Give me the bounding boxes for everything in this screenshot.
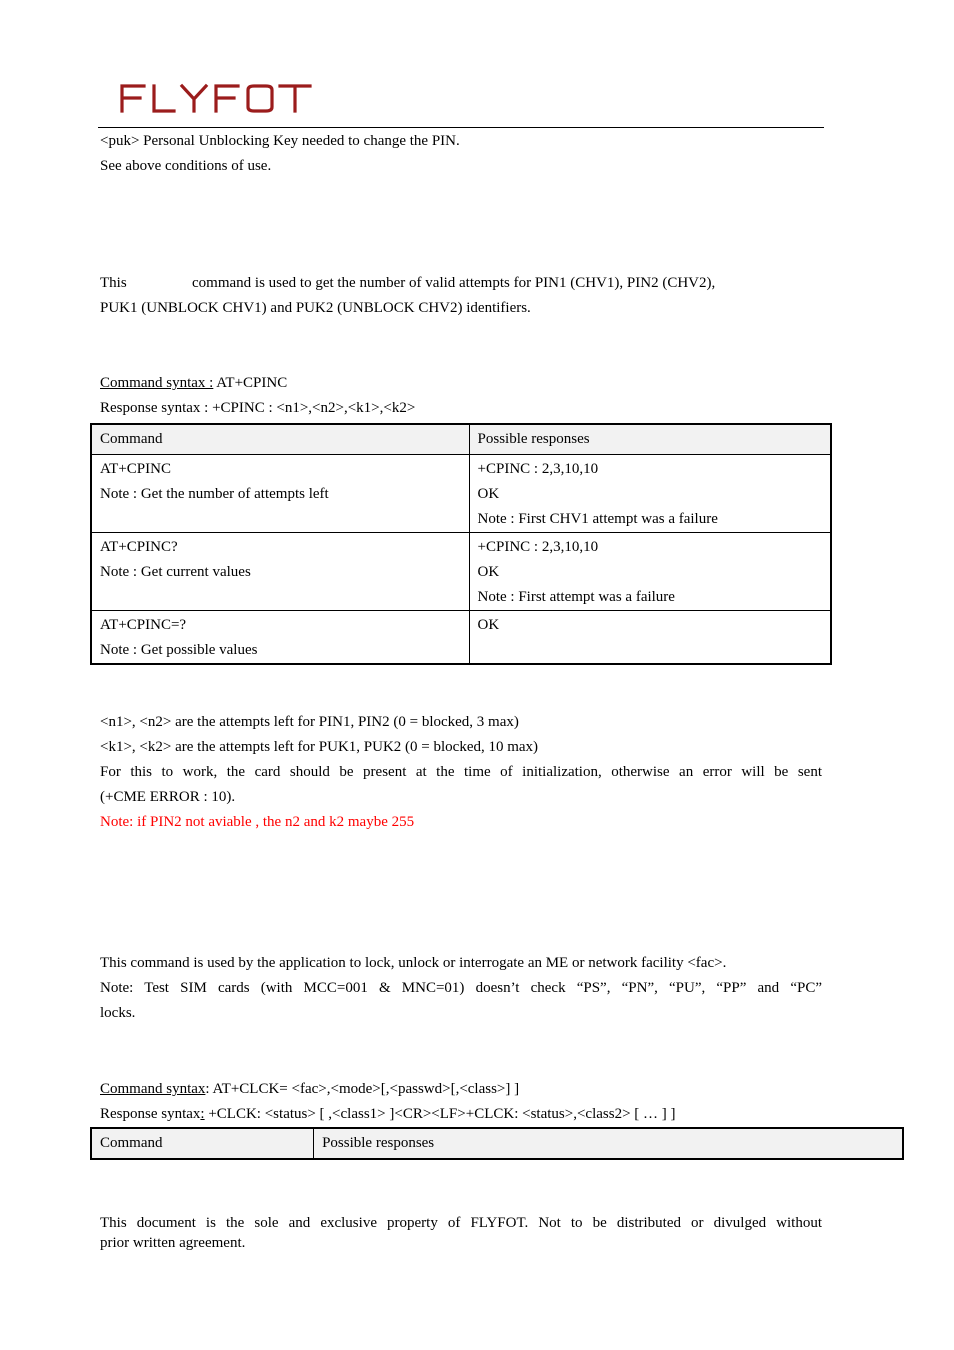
- cpinc-table: [90, 423, 832, 665]
- response-line: +CPINC : 2,3,10,10: [477, 461, 599, 477]
- response-note: Note : First attempt was a failure: [477, 589, 675, 605]
- cpinc-command-syntax: [100, 374, 287, 392]
- command-syntax-value: : AT+CLCK= <fac>,<mode>[,<passwd>[,<class>] ]: [205, 1081, 520, 1097]
- response-line: OK: [477, 564, 500, 580]
- header-possible-responses: Possible responses: [314, 1128, 903, 1159]
- cpinc-desc-line1: command is used to get the number of valid attempts for PIN1 (CHV1), PIN2 (CHV2),: [192, 275, 716, 291]
- response-syntax-colon: :: [200, 1106, 205, 1122]
- see-above-text: See above conditions of use.: [100, 158, 272, 174]
- response-line: +CPINC : 2,3,10,10: [477, 539, 599, 555]
- work-condition-line2: (+CME ERROR : 10).: [100, 789, 236, 805]
- command-syntax-label: Command syntax :: [100, 375, 214, 391]
- response-note: Note : First CHV1 attempt was a failure: [477, 511, 718, 527]
- response-line: OK: [477, 617, 500, 633]
- table-header-row: [91, 424, 831, 455]
- param-n-description: <n1>, <n2> are the attempts left for PIN1, PIN2 (0 = blocked, 3 max): [100, 714, 519, 730]
- cpinc-desc-line2: PUK1 (UNBLOCK CHV1) and PUK2 (UNBLOCK CHV2) identifiers.: [100, 300, 531, 316]
- command-note: Note : Get current values: [100, 564, 251, 580]
- table-header-row: [91, 1128, 903, 1159]
- pin2-note: Note: if PIN2 not aviable , the n2 and k2 maybe 255: [100, 814, 415, 830]
- param-k-description: <k1>, <k2> are the attempts left for PUK1, PUK2 (0 = blocked, 10 max): [100, 739, 539, 755]
- puk-description: <puk> Personal Unblocking Key needed to change the PIN.: [100, 133, 460, 149]
- response-syntax-value: +CLCK: <status> [ ,<class1> ]<CR><LF>+CLCK: <status>,<class2> [ … ] ]: [204, 1106, 676, 1122]
- command-note: Note : Get possible values: [100, 642, 258, 658]
- header-possible-responses: Possible responses: [469, 424, 831, 455]
- clck-response-syntax: [100, 1105, 676, 1123]
- command-syntax-value: AT+CPINC: [213, 375, 288, 391]
- header-command: Command: [91, 424, 469, 455]
- table-row: [91, 611, 831, 665]
- work-condition-line1: For this to work, the card should be present at the time of initialization, otherwise an error will be sent: [100, 764, 822, 780]
- footer-line2: prior written agreement.: [100, 1235, 246, 1251]
- command-cell: AT+CPINC?: [100, 539, 178, 555]
- table-row: [91, 533, 831, 611]
- clck-description: This command is used by the application to lock, unlock or interrogate an ME or network facility <fac>.: [100, 955, 727, 971]
- flyfot-logo: [118, 80, 314, 114]
- clck-command-syntax: [100, 1080, 519, 1098]
- command-cell: AT+CPINC=?: [100, 617, 187, 633]
- clck-note-line1: Note: Test SIM cards (with MCC=001 & MNC=01) doesn’t check “PS”, “PN”, “PU”, “PP” and “PC”: [100, 980, 822, 996]
- header-rule: [98, 127, 824, 128]
- command-note: Note : Get the number of attempts left: [100, 486, 329, 502]
- header-command: Command: [91, 1128, 314, 1159]
- response-syntax-label: Response syntax: [100, 1106, 201, 1122]
- table-row: [91, 455, 831, 533]
- cpinc-desc-word: This: [100, 275, 127, 291]
- clck-note-line2: locks.: [100, 1005, 136, 1021]
- command-syntax-label: Command syntax: [100, 1081, 206, 1097]
- cpinc-response-syntax: Response syntax : +CPINC : <n1>,<n2>,<k1>,<k2>: [100, 400, 416, 416]
- command-cell: AT+CPINC: [100, 461, 171, 477]
- response-line: OK: [477, 486, 500, 502]
- footer-line1: This document is the sole and exclusive property of FLYFOT. Not to be distributed or divulged without: [100, 1215, 822, 1231]
- clck-table: [90, 1127, 904, 1160]
